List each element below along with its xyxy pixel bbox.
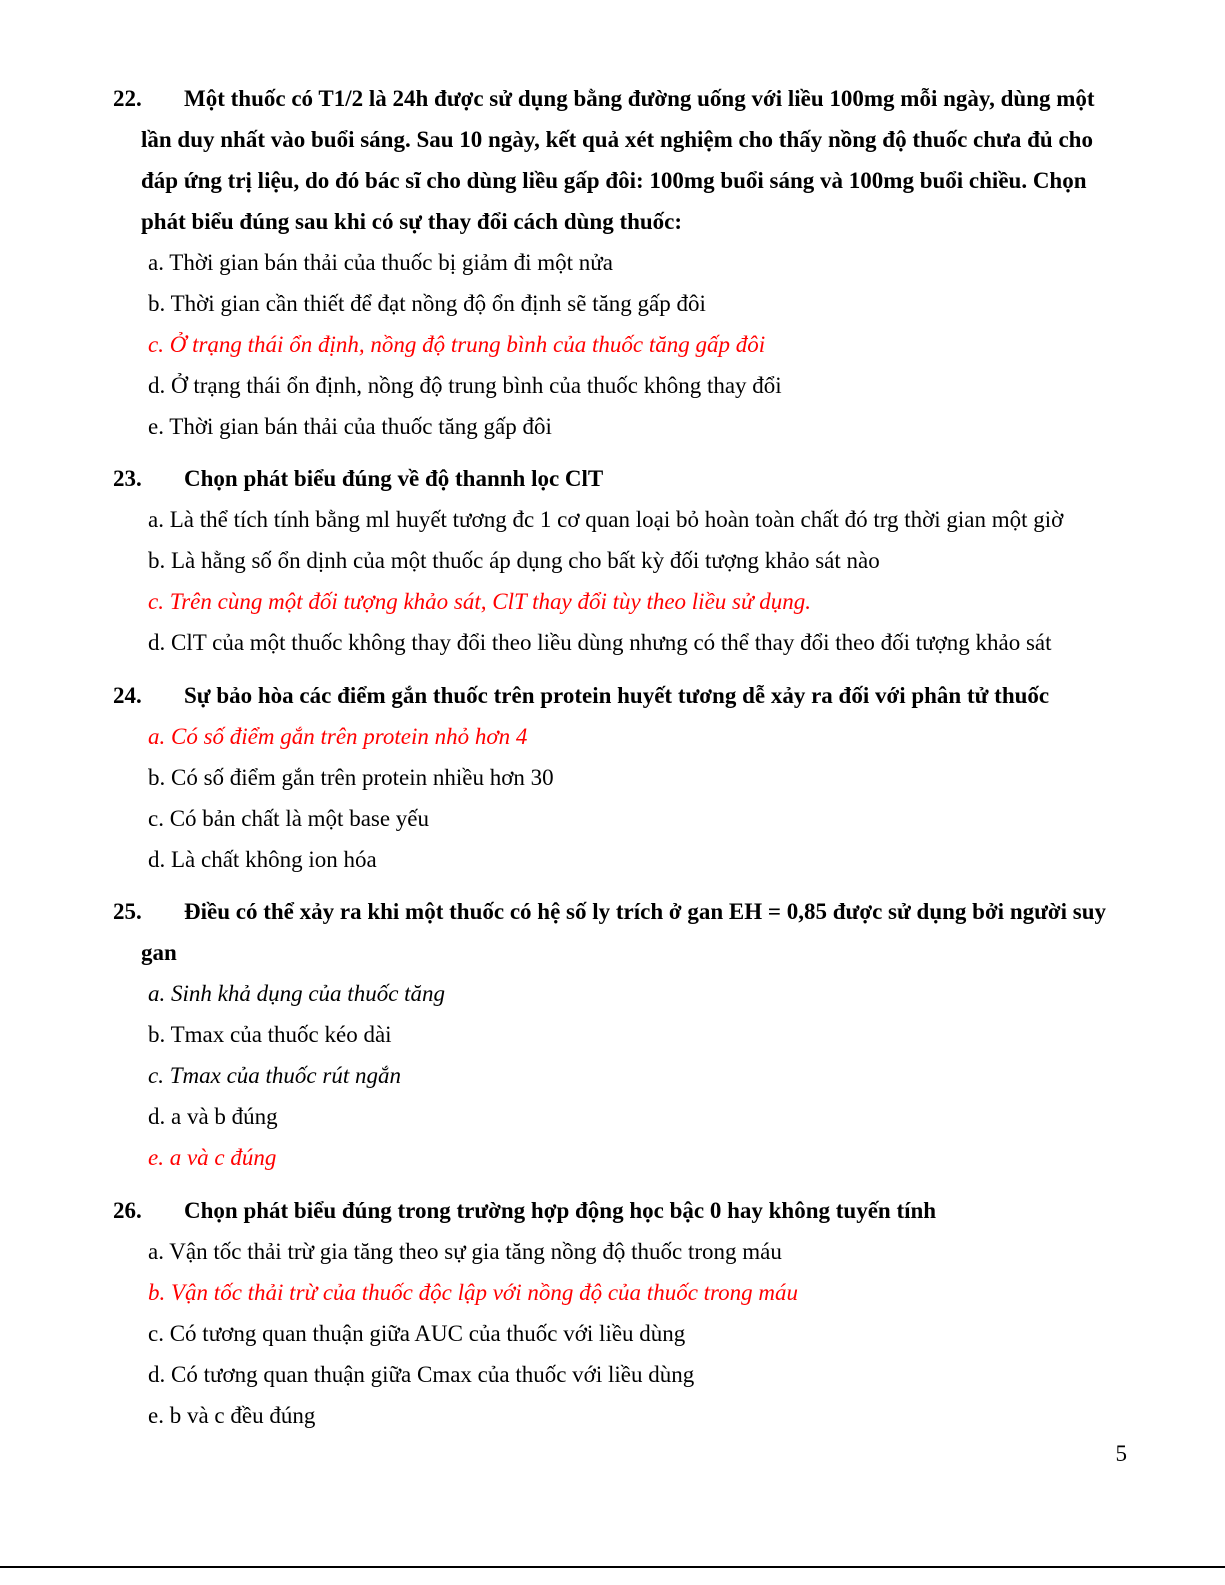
question-text: Chọn phát biểu đúng về độ thannh lọc ClT [184, 466, 604, 491]
question-24 [113, 675, 1125, 880]
page-number: 5 [1115, 1441, 1127, 1466]
question-text: Sự bảo hòa các điểm gắn thuốc trên protein huyết tương dễ xảy ra đối với phân tử thuốc [184, 683, 1050, 708]
question-text: Một thuốc có T1/2 là 24h được sử dụng bằng đường uống với liều 100mg mỗi ngày, dùng một lần duy nhất vào buổi sáng. Sau 10 ngày, kết quả xét nghiệm cho thấy nồng độ thuốc chưa đủ cho đáp ứng trị liệu, do đó bác sĩ cho dùng liều gấp đôi: 100mg buổi sáng và 100mg buổi chiều. Chọn phát biểu đúng sau khi có sự thay đổi cách dùng thuốc: [141, 86, 1095, 234]
question-stem [113, 675, 1125, 716]
option-d: d. a và b đúng [148, 1104, 278, 1129]
question-26 [113, 1190, 1125, 1436]
option-e: e. b và c đều đúng [148, 1403, 316, 1428]
question-23 [113, 458, 1125, 663]
question-stem [113, 78, 1125, 242]
option-c: c. Có bản chất là một base yếu [148, 806, 430, 831]
option-b: b. Có số điểm gắn trên protein nhiều hơn 30 [148, 765, 554, 790]
option-b: b. Tmax của thuốc kéo dài [148, 1022, 392, 1047]
option-a: a. Sinh khả dụng của thuốc tăng [148, 981, 446, 1006]
question-22 [113, 78, 1125, 447]
option-e-correct: e. a và c đúng [148, 1145, 277, 1170]
page-bottom-rule [0, 1566, 1225, 1568]
option-a: a. Là thể tích tính bằng ml huyết tương đc 1 cơ quan loại bỏ hoàn toàn chất đó trg thời gian một giờ [148, 507, 1064, 532]
option-b-correct: b. Vận tốc thải trừ của thuốc độc lập với nồng độ của thuốc trong máu [148, 1280, 798, 1305]
option-e: e. Thời gian bán thải của thuốc tăng gấp đôi [148, 414, 552, 439]
option-c: c. Tmax của thuốc rút ngắn [148, 1063, 401, 1088]
question-number: 22. [113, 86, 142, 111]
option-d: d. Là chất không ion hóa [148, 847, 377, 872]
option-c: c. Có tương quan thuận giữa AUC của thuốc với liều dùng [148, 1321, 686, 1346]
question-number: 25. [113, 899, 142, 924]
option-b: b. Thời gian cần thiết để đạt nồng độ ổn định sẽ tăng gấp đôi [148, 291, 706, 316]
option-c-correct: c. Ở trạng thái ổn định, nồng độ trung bình của thuốc tăng gấp đôi [148, 332, 766, 357]
question-number: 24. [113, 683, 142, 708]
question-stem [113, 458, 1125, 499]
question-stem [113, 1190, 1125, 1231]
option-a: a. Thời gian bán thải của thuốc bị giảm đi một nửa [148, 250, 613, 275]
question-number: 23. [113, 466, 142, 491]
option-c-correct: c. Trên cùng một đối tượng khảo sát, ClT thay đổi tùy theo liều sử dụng. [148, 589, 812, 614]
question-25 [113, 891, 1125, 1178]
question-text: Chọn phát biểu đúng trong trường hợp động học bậc 0 hay không tuyến tính [184, 1198, 937, 1223]
question-number: 26. [113, 1198, 142, 1223]
option-b: b. Là hằng số ổn dịnh của một thuốc áp dụng cho bất kỳ đối tượng khảo sát nào [148, 548, 880, 573]
option-d: d. Ở trạng thái ổn định, nồng độ trung bình của thuốc không thay đổi [148, 373, 782, 398]
option-a-correct: a. Có số điểm gắn trên protein nhỏ hơn 4 [148, 724, 528, 749]
option-a: a. Vận tốc thải trừ gia tăng theo sự gia tăng nồng độ thuốc trong máu [148, 1239, 782, 1264]
option-d: d. ClT của một thuốc không thay đổi theo liều dùng nhưng có thể thay đổi theo đối tượng khảo sát [148, 630, 1052, 655]
question-text: Điều có thể xảy ra khi một thuốc có hệ số ly trích ở gan EH = 0,85 được sử dụng bởi người suy gan [141, 899, 1107, 965]
option-d: d. Có tương quan thuận giữa Cmax của thuốc với liều dùng [148, 1362, 695, 1387]
question-stem [113, 891, 1125, 973]
